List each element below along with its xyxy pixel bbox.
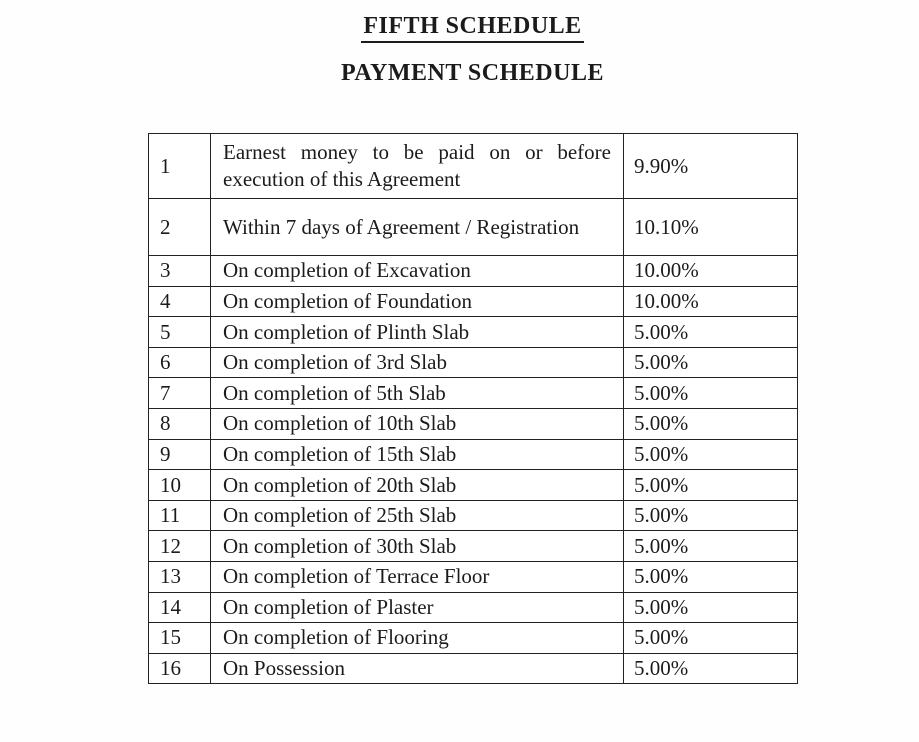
row-description-cell: On Possession — [211, 653, 624, 684]
row-description-cell: On completion of Foundation — [211, 286, 624, 317]
row-percent-cell: 5.00% — [624, 408, 798, 439]
row-description-cell: On completion of 10th Slab — [211, 408, 624, 439]
row-percent-cell: 10.10% — [624, 199, 798, 256]
row-number-cell: 4 — [149, 286, 211, 317]
row-number-cell: 12 — [149, 531, 211, 562]
row-number-cell: 5 — [149, 317, 211, 348]
table-row — [149, 500, 798, 531]
row-description-cell: On completion of Excavation — [211, 256, 624, 287]
row-percent-cell: 5.00% — [624, 347, 798, 378]
row-description-cell: On completion of Plaster — [211, 592, 624, 623]
row-number-cell: 15 — [149, 623, 211, 654]
row-number-cell: 2 — [149, 199, 211, 256]
table-row — [149, 286, 798, 317]
row-percent-cell: 5.00% — [624, 531, 798, 562]
payment-schedule-table-body — [149, 134, 798, 684]
table-row — [149, 561, 798, 592]
page-subtitle: PAYMENT SCHEDULE — [341, 60, 604, 86]
payment-schedule-table-container — [148, 133, 798, 684]
row-description-cell: Within 7 days of Agreement / Registration — [211, 199, 624, 256]
page-title-text: FIFTH SCHEDULE — [361, 13, 583, 43]
heading-block — [148, 13, 797, 87]
row-description-cell: Earnest money to be paid on or before execution of this Agreement — [211, 134, 624, 199]
row-percent-cell: 5.00% — [624, 561, 798, 592]
table-row — [149, 256, 798, 287]
table-row — [149, 199, 798, 256]
table-row — [149, 134, 798, 199]
page-title — [148, 13, 797, 43]
payment-schedule-table — [148, 133, 798, 684]
row-number-cell: 9 — [149, 439, 211, 470]
row-percent-cell: 5.00% — [624, 470, 798, 501]
row-number-cell: 1 — [149, 134, 211, 199]
table-row — [149, 317, 798, 348]
row-description-cell: On completion of 3rd Slab — [211, 347, 624, 378]
table-row — [149, 623, 798, 654]
row-percent-cell: 9.90% — [624, 134, 798, 199]
row-percent-cell: 5.00% — [624, 500, 798, 531]
table-row — [149, 439, 798, 470]
row-description-cell: On completion of Terrace Floor — [211, 561, 624, 592]
row-number-cell: 16 — [149, 653, 211, 684]
row-percent-cell: 5.00% — [624, 439, 798, 470]
table-row — [149, 347, 798, 378]
row-percent-cell: 5.00% — [624, 592, 798, 623]
row-description-cell: On completion of 25th Slab — [211, 500, 624, 531]
row-number-cell: 13 — [149, 561, 211, 592]
row-description-cell: On completion of 15th Slab — [211, 439, 624, 470]
row-number-cell: 14 — [149, 592, 211, 623]
row-number-cell: 10 — [149, 470, 211, 501]
row-number-cell: 3 — [149, 256, 211, 287]
row-percent-cell: 5.00% — [624, 623, 798, 654]
row-description-cell: On completion of Flooring — [211, 623, 624, 654]
row-percent-cell: 10.00% — [624, 256, 798, 287]
row-description-cell: On completion of 30th Slab — [211, 531, 624, 562]
row-description-cell: On completion of 5th Slab — [211, 378, 624, 409]
row-percent-cell: 10.00% — [624, 286, 798, 317]
row-description-cell: On completion of 20th Slab — [211, 470, 624, 501]
row-number-cell: 7 — [149, 378, 211, 409]
row-description-cell: On completion of Plinth Slab — [211, 317, 624, 348]
row-percent-cell: 5.00% — [624, 653, 798, 684]
row-number-cell: 11 — [149, 500, 211, 531]
table-row — [149, 531, 798, 562]
table-row — [149, 408, 798, 439]
table-row — [149, 592, 798, 623]
row-percent-cell: 5.00% — [624, 378, 798, 409]
table-row — [149, 653, 798, 684]
row-number-cell: 6 — [149, 347, 211, 378]
table-row — [149, 378, 798, 409]
row-number-cell: 8 — [149, 408, 211, 439]
row-percent-cell: 5.00% — [624, 317, 798, 348]
table-row — [149, 470, 798, 501]
